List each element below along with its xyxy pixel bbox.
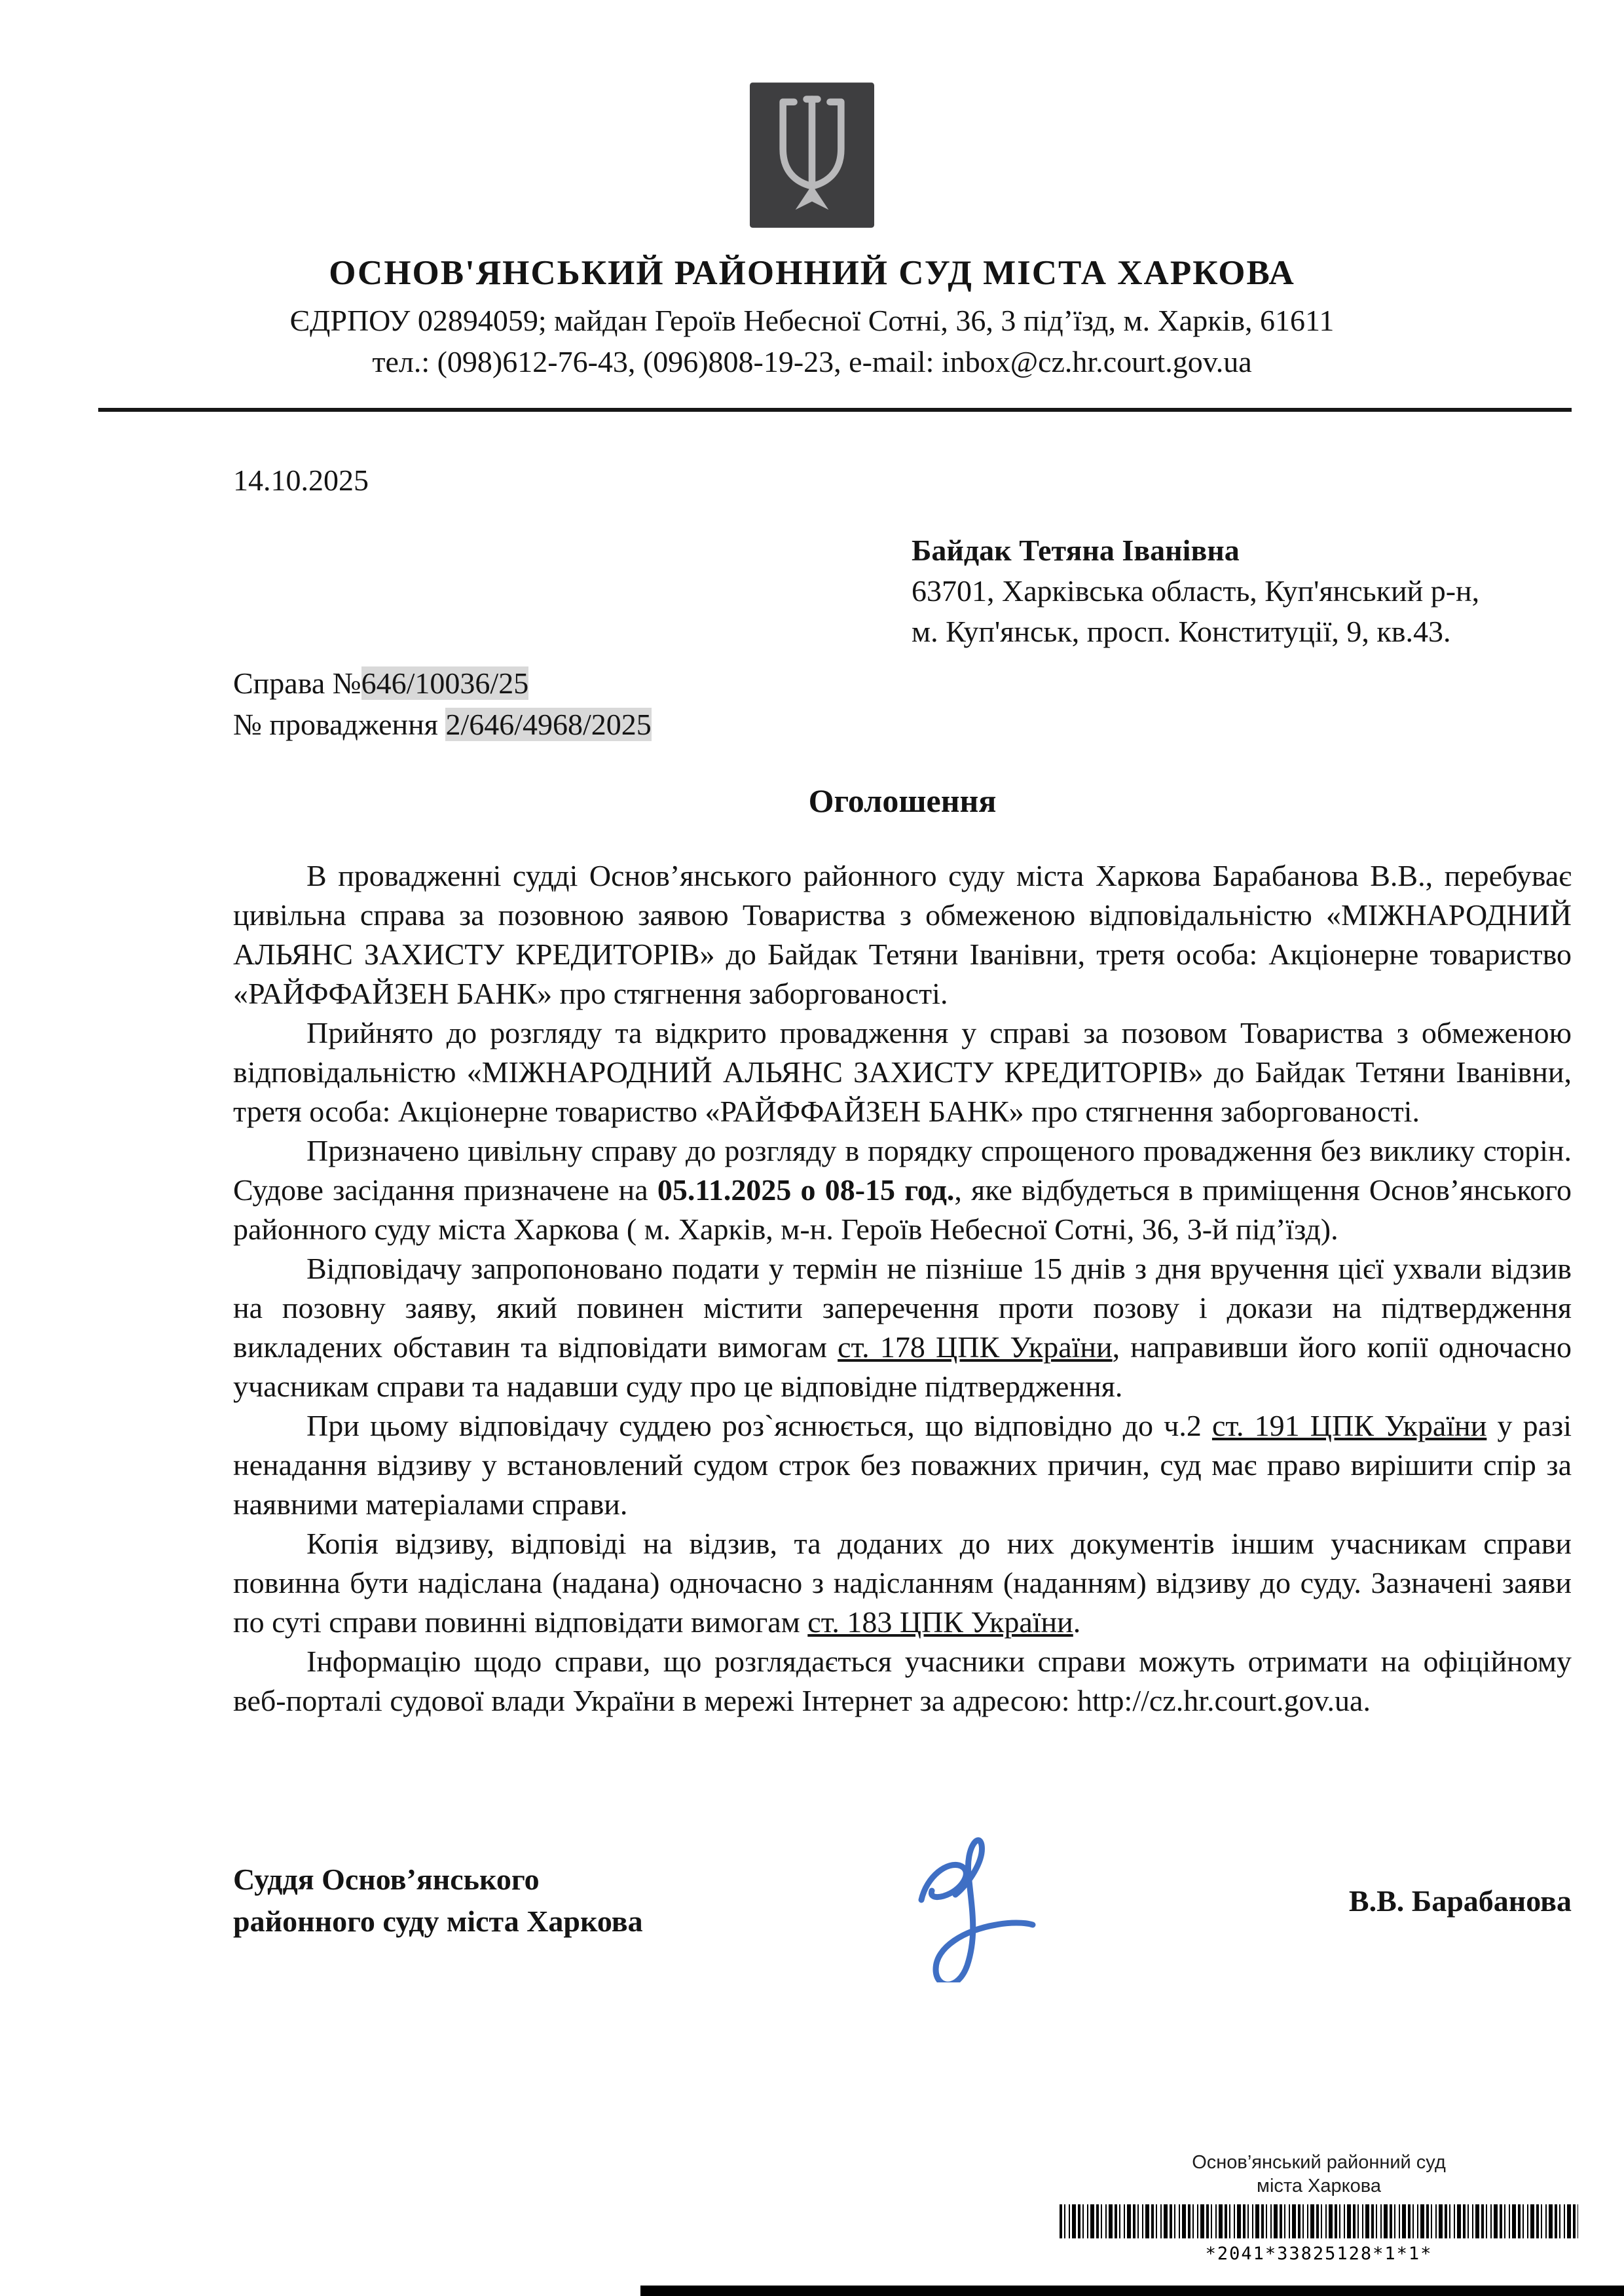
judge-title-line: Суддя Основ’янського: [233, 1863, 540, 1896]
stamp-court-line: Основ’янський районний суд: [1192, 2152, 1446, 2173]
stamp-court-line: міста Харкова: [1257, 2176, 1381, 2196]
proceeding-label: № провадження: [233, 708, 446, 741]
paragraph-text: В провадженні судді Основ’янського районного суду міста Харкова Барабанова В.В., перебуває цивільна справа за позовною заявою Товариства з обмеженою відповідальністю «МІЖНАРОДНИЙ АЛЬЯНС ЗАХИСТУ КРЕДИТОРІВ» до Байдак Тетяни Іванівни, третя особа: Акціонерне товариство «РАЙФФАЙЗЕН БАНК» про стягнення заборгованості.: [233, 859, 1572, 1010]
paragraph-text: Відповідачу запропоновано подати у термін не пізніше 15 днів з дня вручення цієї ухвали відзив на позовну заяву, який повинен містити заперечення проти позову і докази на підтвердження викладених обставин та відповідати вимогам: [233, 1252, 1572, 1364]
document-date: 14.10.2025: [233, 464, 369, 497]
document-barcode-icon: [1060, 2204, 1578, 2238]
paragraph-text: , яке відбудеться в приміщення Основ’янського районного суду міста Харкова ( м. Харків, м-н. Героїв Небесної Сотні, 36, 3-й під’їзд).: [233, 1173, 1572, 1246]
paragraph-case-intro: [233, 856, 1572, 1013]
statute-reference: ст. 178 ЦПК України: [838, 1330, 1113, 1364]
paragraph-hearing: [233, 1131, 1572, 1249]
paragraph-text: Копія відзиву, відповіді на відзив, та доданих до них документів іншим учасникам справи повинна бути надіслана (надана) одночасно з надісланням (наданням) відзиву до суду. Зазначені заяви по суті справи повинні відповідати вимогам: [233, 1527, 1572, 1639]
document-body: [233, 856, 1572, 1721]
judge-title-line: районного суду міста Харкова: [233, 1904, 643, 1938]
paragraph-text: у разі ненадання відзиву у встановлений судом строк без поважних причин, суд має право вирішити спір за наявними матеріалами справи.: [233, 1409, 1572, 1521]
case-label: Справа №: [233, 666, 361, 700]
statute-reference: ст. 183 ЦПК України: [807, 1605, 1073, 1639]
handwritten-signature-icon: [898, 1819, 1094, 1982]
paragraph-text: Прийнято до розгляду та відкрито провадження у справі за позовом Товариства з обмеженою відповідальністю «МІЖНАРОДНИЙ АЛЬЯНС ЗАХИСТУ КРЕДИТОРІВ» до Байдак Тетяни Іванівни, третя особа: Акціонерне товариство «РАЙФФАЙЗЕН БАНК» про стягнення заборгованості.: [233, 1016, 1572, 1128]
paragraph-text: При цьому відповідачу суддею роз`яснюється, що відповідно до ч.2: [306, 1409, 1212, 1442]
statute-reference: ст. 191 ЦПК України: [1211, 1409, 1487, 1442]
paragraph-web-portal: [233, 1642, 1572, 1721]
proceeding-number: 2/646/4968/2025: [445, 708, 652, 741]
judge-name: В.В. Барабанова: [1348, 1884, 1572, 1918]
judge-title: [233, 1859, 643, 1942]
paragraph-copies: [233, 1524, 1572, 1642]
paragraph-text: Інформацію щодо справи, що розглядається учасники справи можуть отримати на офіційному веб-порталі судової влади України в мережі Інтернет за адресою: http://cz.hr.court.gov.ua.: [233, 1645, 1572, 1717]
case-number: 646/10036/25: [361, 666, 529, 700]
paragraph-text: Призначено цивільну справу до розгляду в порядку спрощеного провадження без виклику сторін. Судове засідання призначене на: [233, 1134, 1572, 1207]
proceeding-number-line: [233, 704, 1624, 745]
case-block: [233, 663, 1624, 745]
scan-edge-artifact: [640, 2286, 1624, 2296]
paragraph-clarification: [233, 1406, 1572, 1524]
ukraine-trident-emblem-icon: [750, 82, 874, 228]
recipient-block: [912, 530, 1572, 652]
paragraph-response-deadline: [233, 1249, 1572, 1406]
paragraph-proceeding-opened: [233, 1013, 1572, 1131]
paragraph-text: .: [1073, 1605, 1081, 1639]
case-number-line: [233, 663, 1624, 704]
document-title: Оголошення: [808, 782, 997, 819]
paragraph-text: , направивши його копії одночасно учасникам справи та надавши суду про це відповідне підтвердження.: [233, 1330, 1572, 1403]
court-name: ОСНОВ'ЯНСЬКИЙ РАЙОННИЙ СУД МІСТА ХАРКОВА: [329, 254, 1295, 292]
barcode-number: *2041*33825128*1*1*: [1205, 2244, 1433, 2264]
recipient-address-line: м. Куп'янськ, просп. Конституції, 9, кв.43.: [912, 615, 1451, 648]
signature-block: [233, 1819, 1572, 1982]
recipient-name: Байдак Тетяна Іванівна: [912, 534, 1240, 567]
hearing-datetime: 05.11.2025 о 08-15 год.: [657, 1173, 955, 1207]
recipient-address-line: 63701, Харківська область, Куп'янський р-н,: [912, 574, 1480, 608]
court-address-line: ЄДРПОУ 02894059; майдан Героїв Небесної Сотні, 36, 3 під’їзд, м. Харків, 61611: [289, 304, 1335, 337]
court-contacts-line: тел.: (098)612-76-43, (096)808-19-23, e-mail: inbox@cz.hr.court.gov.ua: [372, 345, 1252, 378]
letterhead: [0, 0, 1624, 379]
registration-stamp: [1050, 2151, 1587, 2266]
header-divider: [98, 408, 1572, 412]
